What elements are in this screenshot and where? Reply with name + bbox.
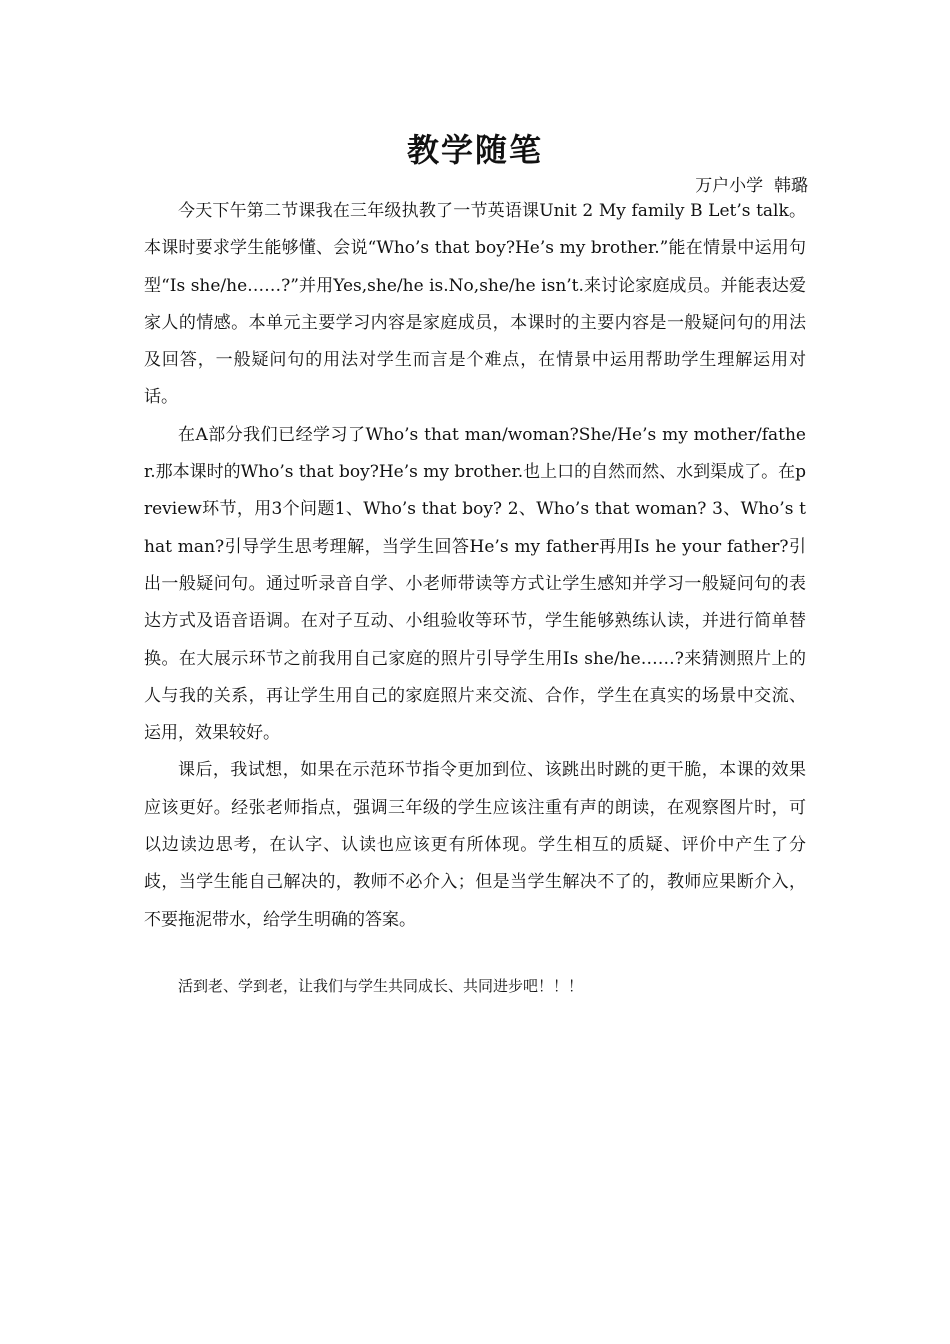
author-line: 万户小学 韩璐 xyxy=(695,176,808,196)
document-title: 教学随笔 xyxy=(406,131,543,169)
paragraph-2: 在A部分我们已经学习了Who’s that man/woman?She/He’s my mother/father.那本课时的Who’s that boy?He’s my brother.也上口的自然而然、水到渠成了。在preview环节，用3个问题1、Who’s that boy? 2、Who’s that woman? 3、Who’s that man?引导学生思考理解，当学生回答He’s my father再用Is he your father?引出一般疑问句。通过听录音自学、小老师带读等方式让学生感知并学习一般疑问句的表达方式及语音语调。在对子互动、小组验收等环节，学生能够熟练认读，并进行简单替换。在大展示环节之前我用自己家庭的照片引导学生用Is she/he……?来猜测照片上的人与我的关系，再让学生用自己的家庭照片来交流、合作，学生在真实的场景中交流、运用，效果较好。 xyxy=(144,424,807,744)
closing-line: 活到老、学到老，让我们与学生共同成长、共同进步吧！！！ xyxy=(178,977,584,995)
document-body xyxy=(144,193,806,939)
paragraph-3: 课后，我试想，如果在示范环节指令更加到位、该跳出时跳的更干脆，本课的效果应该更好。经张老师指点，强调三年级的学生应该注重有声的朗读，在观察图片时，可以边读边思考，在认字、认读也应该更有所体现。学生相互的质疑、评价中产生了分歧，当学生能自己解决的，教师不必介入；但是当学生解决不了的，教师应果断介入，不要拖泥带水，给学生明确的答案。 xyxy=(144,760,806,930)
paragraph-1: 今天下午第二节课我在三年级执教了一节英语课Unit 2 My family B Let’s talk。本课时要求学生能够懂、会说“Who’s that boy?He’s my brother.”能在情景中运用句型“Is she/he……?”并用Yes,she/he is.No,she/he isn’t.来讨论家庭成员。并能表达爱家人的情感。本单元主要学习内容是家庭成员，本课时的主要内容是一般疑问句的用法及回答，一般疑问句的用法对学生而言是个难点，在情景中运用帮助学生理解运用对话。 xyxy=(144,201,806,408)
